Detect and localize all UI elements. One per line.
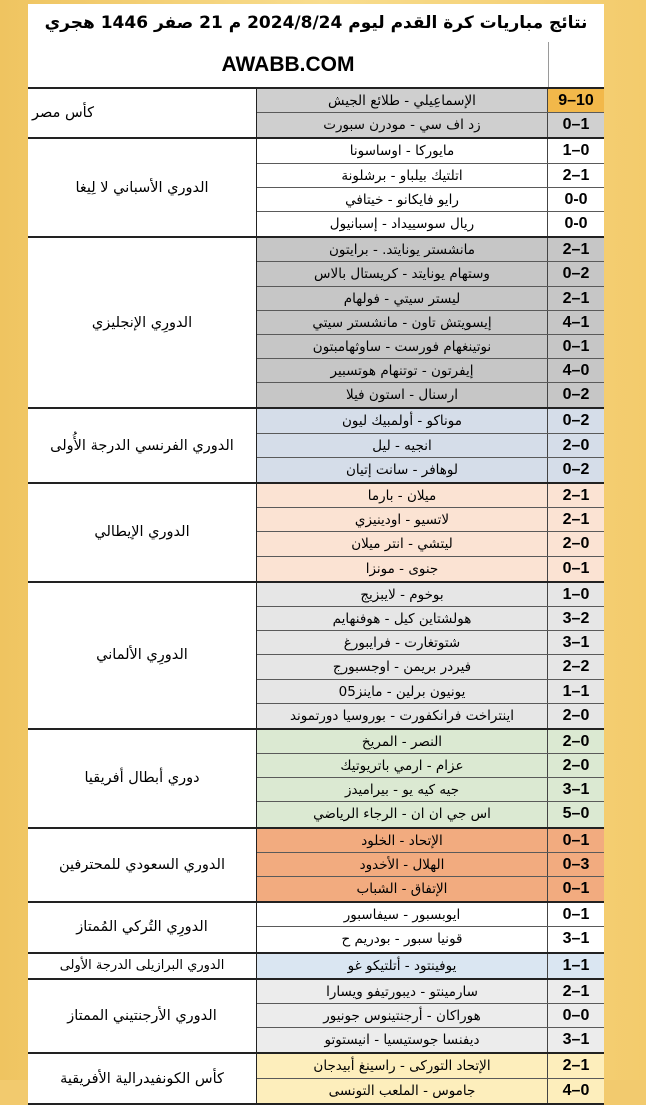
match-teams: الإسماعِيلي - طلائع الجيش (257, 89, 548, 112)
match-row (257, 434, 604, 458)
site-row (28, 42, 604, 87)
results-sheet (28, 4, 604, 1099)
match-teams: مايوركا - اوساسونا (257, 139, 548, 162)
match-teams: قونيا سبور - بودريم ح (257, 927, 548, 951)
match-score: 0-0 (548, 188, 604, 211)
match-row (257, 212, 604, 236)
match-score: 3–1 (548, 1028, 604, 1052)
match-row (257, 877, 604, 901)
match-row (257, 287, 604, 311)
group-caf-champions-league (28, 730, 604, 829)
match-score: 0–1 (548, 557, 604, 581)
match-row (257, 557, 604, 581)
match-score: 0–1 (548, 335, 604, 358)
match-teams: فيردر بريمن - اوجسبورج (257, 655, 548, 678)
column-divider (548, 42, 549, 87)
match-score: 4–1 (548, 311, 604, 334)
group-premier-league (28, 238, 604, 409)
match-teams: ليستر سيتي - فولهام (257, 287, 548, 310)
match-score: 3–1 (548, 631, 604, 654)
results-table (28, 87, 604, 1105)
match-score: 0–0 (548, 1004, 604, 1027)
match-row (257, 853, 604, 877)
match-score: 3–1 (548, 927, 604, 951)
match-score: 2–0 (548, 730, 604, 753)
match-teams: رايو فايكانو - خيتافي (257, 188, 548, 211)
match-score: 0–3 (548, 853, 604, 876)
match-score: 5–0 (548, 802, 604, 826)
competition-name: الدورِي التُركي المُمتاز (28, 903, 257, 951)
match-row (257, 631, 604, 655)
match-teams: ايوبسبور - سيفاسبور (257, 903, 548, 926)
match-row (257, 311, 604, 335)
match-score: 0–1 (548, 829, 604, 852)
match-row (257, 113, 604, 137)
match-row (257, 238, 604, 262)
match-row (257, 335, 604, 359)
match-teams: عزام - ارمي باتريوتيك (257, 754, 548, 777)
group-argentine-primera (28, 980, 604, 1055)
match-row (257, 730, 604, 754)
match-teams: إيفرتون - توتنهام هوتسبير (257, 359, 548, 382)
match-row (257, 89, 604, 113)
group-ligue-1 (28, 409, 604, 484)
match-score: 2–1 (548, 508, 604, 531)
match-score: 3–2 (548, 607, 604, 630)
match-score: 1–1 (548, 680, 604, 703)
match-score: 0–2 (548, 262, 604, 285)
competition-name: الدوري الإيطالي (28, 484, 257, 581)
match-teams: اس جي ان ان - الرجاء الرياضي (257, 802, 548, 826)
match-teams: مانشستر يونايتد. - برايتون (257, 238, 548, 261)
match-row (257, 188, 604, 212)
match-teams: يوفينتود - أتلتيكو غو (257, 954, 548, 978)
competition-name: دوري أبطال أفريقيا (28, 730, 257, 827)
match-score: 0–1 (548, 903, 604, 926)
group-egypt-cup (28, 89, 604, 139)
match-score: 0–2 (548, 409, 604, 432)
match-teams: لوهافر - سانت إتيان (257, 458, 548, 482)
match-score: 0-0 (548, 212, 604, 236)
match-row (257, 359, 604, 383)
match-teams: ليتشي - انتر ميلان (257, 532, 548, 555)
match-teams: زد اف سي - مودرن سبورت (257, 113, 548, 137)
group-brasileirao (28, 954, 604, 980)
competition-name: الدوري السعودي للمحترفين (28, 829, 257, 902)
match-teams: شتوتغارت - فرايبورغ (257, 631, 548, 654)
match-row (257, 383, 604, 407)
match-teams: الهلال - الأخدود (257, 853, 548, 876)
match-teams: الإتفاق - الشباب (257, 877, 548, 901)
match-row (257, 927, 604, 951)
group-serie-a (28, 484, 604, 583)
match-teams: جنوى - مونزا (257, 557, 548, 581)
match-row (257, 829, 604, 853)
match-teams: بوخوم - لايبزيج (257, 583, 548, 606)
competition-name: كأس الكونفيدرالية الأفريقية (28, 1054, 257, 1102)
match-row (257, 1004, 604, 1028)
match-score: 4–0 (548, 1079, 604, 1103)
match-score: 2–1 (548, 238, 604, 261)
match-teams: إيسويتش تاون - مانشستر سيتي (257, 311, 548, 334)
match-row (257, 1079, 604, 1103)
match-teams: ديفنسا جوستيسيا - انيستوتو (257, 1028, 548, 1052)
match-teams: ريال سوسييداد - إسبانيول (257, 212, 548, 236)
match-teams: هوراكان - أرجنتينوس جونيور (257, 1004, 548, 1027)
match-score: 2–1 (548, 484, 604, 507)
match-row (257, 754, 604, 778)
match-row (257, 409, 604, 433)
match-teams: جيه كيه يو - بيراميدز (257, 778, 548, 801)
match-row (257, 532, 604, 556)
match-score: 0–1 (548, 877, 604, 901)
match-score: 4–0 (548, 359, 604, 382)
match-row (257, 458, 604, 482)
match-score: 2–1 (548, 287, 604, 310)
site-name: AWABB.COM (221, 53, 355, 76)
page-title: نتائج مباريات كرة القدم ليوم 2024/8/24 م 21 صفر 1446 هجري (44, 13, 588, 33)
match-teams: النصر - المريخ (257, 730, 548, 753)
match-row (257, 655, 604, 679)
match-teams: سارمينتو - ديبورتيفو ويسارا (257, 980, 548, 1003)
match-score: 0–2 (548, 458, 604, 482)
group-la-liga (28, 139, 604, 238)
match-score: 0–2 (548, 383, 604, 407)
match-row (257, 139, 604, 163)
match-score: 2–0 (548, 434, 604, 457)
competition-name: الدوري الأرجنتيني الممتاز (28, 980, 257, 1053)
competition-name: الدورِي الألماني (28, 583, 257, 728)
match-teams: جاموس - الملعب التونسى (257, 1079, 548, 1103)
match-row (257, 583, 604, 607)
match-teams: نوتينغهام فورست - ساوثهامبتون (257, 335, 548, 358)
match-row (257, 704, 604, 728)
match-teams: انجيه - ليل (257, 434, 548, 457)
match-row (257, 954, 604, 978)
match-score: 2–0 (548, 532, 604, 555)
match-row (257, 1028, 604, 1052)
match-score: 2–0 (548, 754, 604, 777)
competition-name: الدوري البرازيلى الدرجة الأولى (28, 954, 257, 978)
match-row (257, 508, 604, 532)
match-row (257, 980, 604, 1004)
match-row (257, 1054, 604, 1078)
match-score: 2–1 (548, 1054, 604, 1077)
match-teams: لاتسيو - اودينيزي (257, 508, 548, 531)
match-teams: هولشتاين كيل - هوفنهايم (257, 607, 548, 630)
match-row (257, 903, 604, 927)
match-score: 1–0 (548, 139, 604, 162)
group-turkish-super-lig (28, 903, 604, 953)
group-bundesliga (28, 583, 604, 730)
group-caf-confederation-cup (28, 1054, 604, 1104)
group-saudi-pro-league (28, 829, 604, 904)
match-teams: ميلان - بارما (257, 484, 548, 507)
competition-name: الدوري الفرنسي الدرجة الأُولى (28, 409, 257, 482)
match-score: 2–2 (548, 655, 604, 678)
match-row (257, 607, 604, 631)
competition-name: كأس مصر (28, 89, 257, 137)
match-teams: اتلتيك بيلباو - برشلونة (257, 164, 548, 187)
match-score: 2–1 (548, 164, 604, 187)
match-row (257, 680, 604, 704)
competition-name: الدوري الأسباني لا لِيغا (28, 139, 257, 236)
match-score: 2–0 (548, 704, 604, 728)
match-teams: ارسنال - استون فيلا (257, 383, 548, 407)
match-score: 1–0 (548, 583, 604, 606)
match-teams: وستهام يونايتد - كريستال بالاس (257, 262, 548, 285)
match-row (257, 802, 604, 826)
competition-name: الدورِي الإنجليزي (28, 238, 257, 407)
match-row (257, 262, 604, 286)
match-teams: يونيون برلين - ماينز05 (257, 680, 548, 703)
match-row (257, 778, 604, 802)
match-score: 1–1 (548, 954, 604, 978)
match-teams: الإتحاد - الخلود (257, 829, 548, 852)
match-row (257, 484, 604, 508)
match-row (257, 164, 604, 188)
match-score: 9–10 (548, 89, 604, 112)
match-teams: اينتراخت فرانكفورت - بوروسيا دورتموند (257, 704, 548, 728)
match-teams: موناكو - أولمبيك ليون (257, 409, 548, 432)
match-teams: الإتحاد التوركى - راسينغ أبيدجان (257, 1054, 548, 1077)
match-score: 0–1 (548, 113, 604, 137)
match-score: 2–1 (548, 980, 604, 1003)
match-score: 3–1 (548, 778, 604, 801)
